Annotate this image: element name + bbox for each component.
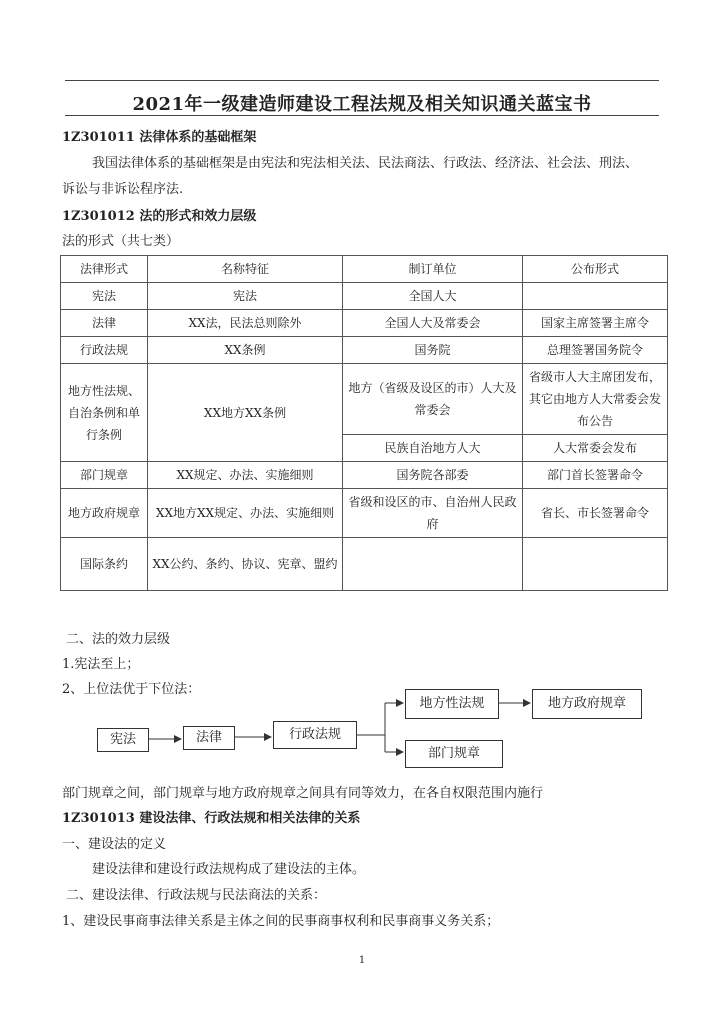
- table-cell: 国家主席签署主席令: [523, 310, 668, 337]
- table-header-row: [61, 256, 668, 283]
- node-constitution: 宪法: [97, 728, 149, 752]
- node-law: 法律: [183, 726, 235, 750]
- table-cell: 国务院: [343, 337, 523, 364]
- table-cell: 国际条约: [61, 538, 148, 591]
- list-item: 一、建设法的定义: [62, 837, 167, 852]
- table-cell: XX条例: [148, 337, 343, 364]
- table-cell: 国务院各部委: [343, 462, 523, 489]
- table-cell: [523, 538, 668, 591]
- table-row: [61, 538, 668, 591]
- table-cell: 人大常委会发布: [523, 435, 668, 462]
- table-row: [61, 337, 668, 364]
- table-cell: 民族自治地方人大: [343, 435, 523, 462]
- paragraph-line: 部门规章之间，部门规章与地方政府规章之间具有同等效力，在各自权限范围内施行: [62, 786, 544, 801]
- section-heading-1z301013: 1Z301013 建设法律、行政法规和相关法律的关系: [62, 811, 361, 826]
- document-title: 2021年一级建造师建设工程法规及相关知识通关蓝宝书: [132, 94, 592, 115]
- table-cell: 行政法规: [61, 337, 148, 364]
- table-row: [61, 310, 668, 337]
- table-header-cell: 制订单位: [343, 256, 523, 283]
- table-cell: [523, 283, 668, 310]
- list-item: 1、建设民事商事法律关系是主体之间的民事商事权利和民事商事义务关系；: [62, 914, 500, 929]
- table-cell: 地方性法规、自治条例和单行条例: [61, 364, 148, 462]
- paragraph-line: 诉讼与非诉讼程序法.: [62, 182, 184, 197]
- table-cell: 地方政府规章: [61, 489, 148, 538]
- table-cell: 全国人大及常委会: [343, 310, 523, 337]
- table-cell: 全国人大: [343, 283, 523, 310]
- table-cell: XX地方XX条例: [148, 364, 343, 462]
- table-cell: 法律: [61, 310, 148, 337]
- node-department-rules: 部门规章: [405, 740, 503, 768]
- table-caption: 法的形式（共七类）: [62, 234, 180, 249]
- table-cell: XX公约、条约、协议、宪章、盟约: [148, 538, 343, 591]
- paragraph-line: 我国法律体系的基础框架是由宪法和宪法相关法、民法商法、行政法、经济法、社会法、刑法、: [92, 156, 639, 171]
- table-cell: 部门规章: [61, 462, 148, 489]
- section-heading-1z301012: 1Z301012 法的形式和效力层级: [62, 209, 257, 224]
- paragraph-line: 建设法律和建设行政法规构成了建设法的主体。: [92, 862, 366, 877]
- table-header-cell: 法律形式: [61, 256, 148, 283]
- section-heading-1z301011: 1Z301011 法律体系的基础框架: [62, 130, 257, 145]
- table-cell: 省长、市长签署命令: [523, 489, 668, 538]
- table-cell: [343, 538, 523, 591]
- node-local-regulation: 地方性法规: [405, 689, 499, 719]
- table-cell: 地方（省级及设区的市）人大及常委会: [343, 364, 523, 435]
- table-row: [61, 364, 668, 435]
- table-cell: 省级和设区的市、自治州人民政府: [343, 489, 523, 538]
- table-cell: XX规定、办法、实施细则: [148, 462, 343, 489]
- table-header-cell: 名称特征: [148, 256, 343, 283]
- table-cell: 总理签署国务院令: [523, 337, 668, 364]
- table-row: [61, 462, 668, 489]
- table-row: [61, 283, 668, 310]
- node-local-government-rules: 地方政府规章: [532, 689, 642, 719]
- table-cell: 省级市人大主席团发布，其它由地方人大常委会发布公告: [523, 364, 668, 435]
- law-forms-table: [60, 255, 668, 591]
- list-item: 2、上位法优于下位法：: [62, 682, 201, 697]
- list-item: 二、建设法律、行政法规与民法商法的关系：: [66, 888, 327, 903]
- table-cell: XX地方XX规定、办法、实施细则: [148, 489, 343, 538]
- table-cell: XX法，民法总则除外: [148, 310, 343, 337]
- table-cell: 部门首长签署命令: [523, 462, 668, 489]
- title-underline: [65, 115, 659, 116]
- top-rule: [65, 80, 659, 81]
- table-cell: 宪法: [61, 283, 148, 310]
- list-item: 1.宪法至上；: [62, 657, 140, 672]
- subheading-effect-hierarchy: 二、法的效力层级: [66, 632, 171, 647]
- page-number: 1: [358, 955, 366, 966]
- table-row: [61, 489, 668, 538]
- table-cell: 宪法: [148, 283, 343, 310]
- table-header-cell: 公布形式: [523, 256, 668, 283]
- node-administrative-regulation: 行政法规: [273, 721, 357, 749]
